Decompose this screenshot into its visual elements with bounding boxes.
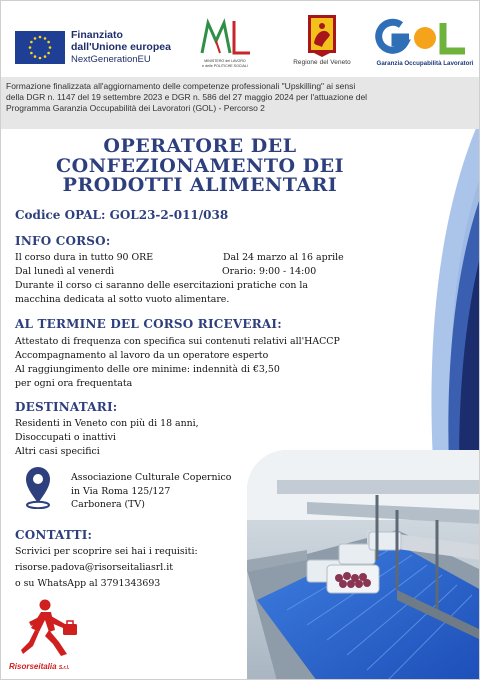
location-pin-icon [23, 465, 53, 509]
info-desc1: Durante il corso ci saranno delle esercitazioni pratiche con la [15, 280, 308, 291]
targets-item3: Altri casi specifici [15, 446, 100, 457]
end-heading: AL TERMINE DEL CORSO RICEVERAI: [15, 317, 282, 331]
veneto-logo [290, 13, 354, 73]
runner-with-briefcase-icon [15, 598, 85, 660]
info-hours: Orario: 9:00 - 14:00 [222, 266, 317, 277]
title-line2: CONFEZIONAMENTO DEI [56, 154, 344, 177]
gol-wordmark-icon [375, 13, 475, 59]
ministry-ml-icon [194, 15, 256, 59]
intro-band [1, 77, 480, 129]
contacts-whatsapp[interactable]: o su WhatsApp al 3791343693 [15, 578, 161, 589]
brand-suffix: S.r.l. [58, 665, 70, 671]
end-item2: Accompagnamento al lavoro da un operatore esperto [15, 350, 269, 361]
contacts-line1: Scrivici per scoprire sei hai i requisiti: [15, 546, 198, 557]
eu-line3: NextGenerationEU [71, 54, 151, 65]
targets-heading: DESTINATARI: [15, 400, 118, 414]
ministry-caption [194, 59, 256, 68]
info-heading: INFO CORSO: [15, 234, 111, 248]
gol-logo [375, 13, 475, 73]
end-item4: per ogni ora frequentata [15, 378, 133, 389]
veneto-caption: Regione del Veneto [293, 59, 351, 66]
targets-item2: Disoccupati o inattivi [15, 432, 116, 443]
header-logos [1, 1, 480, 75]
veneto-lion-shield-icon [290, 13, 354, 59]
info-desc2: macchina dedicata al sotto vuoto alimentare. [15, 294, 230, 305]
info-duration: Il corso dura in tutto 90 ORE [15, 252, 154, 263]
end-item3: Al raggiungimento delle ore minime: indennità di €3,50 [15, 364, 280, 375]
risorseitalia-brand [9, 662, 69, 671]
brand-name: Risorseitalia [9, 662, 57, 671]
course-code: Codice OPAL: GOL23-2-011/038 [15, 208, 229, 222]
location-line3: Carbonera (TV) [71, 499, 145, 510]
eu-flag-icon [15, 31, 65, 64]
eu-line1: Finanziato [71, 29, 123, 41]
contacts-heading: CONTATTI: [15, 528, 93, 542]
course-location [71, 471, 231, 512]
contacts-email[interactable]: risorse.padova@risorseitaliasrl.it [15, 562, 174, 573]
title-line1: OPERATORE DEL [103, 135, 297, 157]
intro-text: Formazione finalizzata all'aggiornamento delle competenze professionali "Upskilling" ai sensi della DGR n. 1147 del 19 settembre 2023 e DGR n. 586 del 27 maggio 2024 per l'attuazione del Programma Garanzia Occupabilità dei Lavoratori (GOL) - Percorso 2 [6, 81, 368, 114]
eu-funding-label [71, 29, 171, 66]
packaging-line-photo [247, 450, 480, 680]
ministry-caption-2: e delle POLITICHE SOCIALI [202, 63, 248, 68]
gol-caption: Garanzia Occupabilità Lavoratori [376, 60, 474, 67]
title-line3: PRODOTTI ALIMENTARI [62, 174, 338, 196]
location-line1: Associazione Culturale Copernico [71, 472, 232, 483]
ministry-caption-1: MINISTERO del LAVORO [204, 59, 246, 63]
ministry-logo [194, 15, 256, 71]
info-days: Dal lunedì al venerdì [15, 266, 115, 277]
info-dates: Dal 24 marzo al 16 aprile [223, 252, 344, 263]
end-item1: Attestato di frequenza con specifica sui contenuti relativi all'HACCP [15, 336, 340, 347]
eu-line2: dall'Unione europea [71, 41, 171, 53]
course-title [1, 137, 399, 196]
targets-item1: Residenti in Veneto con più di 18 anni, [15, 418, 199, 429]
location-line2: in Via Roma 125/127 [71, 485, 171, 497]
